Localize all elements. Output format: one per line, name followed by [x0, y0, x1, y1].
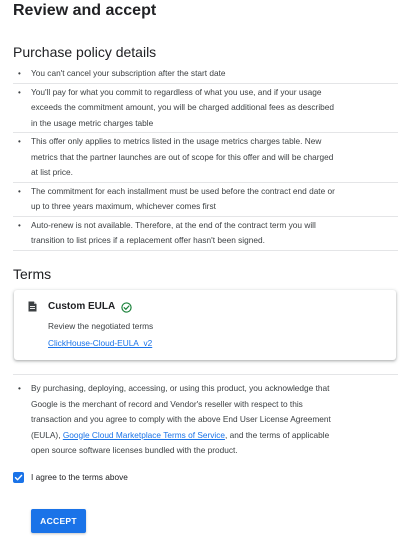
document-icon	[28, 301, 37, 312]
checkmark-icon	[14, 473, 23, 482]
policy-line: metrics that the partner launches are out of scope for this offer and will be charged	[31, 151, 334, 162]
page-title: Review and accept	[13, 2, 157, 19]
policy-item	[13, 183, 398, 217]
policy-line: exceeds the commitment amount, you will be charged additional fees as described	[31, 102, 335, 112]
bullet: •	[18, 137, 21, 146]
policy-line: in the usage metric charges table	[31, 117, 154, 128]
legal-line: open source software licenses bundled with the product.	[31, 445, 238, 455]
policy-item	[13, 65, 398, 84]
policy-line: The commitment for each installment must be used before the contract end date or	[31, 185, 335, 196]
policy-line: You'll pay for what you commit to regardless of what you use, and if your usage	[31, 86, 322, 97]
policy-line: This offer only applies to metrics listed in the usage metrics charges table. New	[31, 136, 322, 146]
legal-line: Google is the merchant of record and Vendor's reseller with respect to this	[31, 398, 303, 409]
divider	[13, 374, 398, 375]
eula-subtitle: Review the negotiated terms	[48, 321, 154, 331]
legal-line: , and the terms of applicable	[224, 429, 330, 440]
marketplace-terms-link[interactable]: Google Cloud Marketplace Terms of Service	[62, 429, 225, 440]
policy-text	[31, 66, 398, 82]
legal-text	[31, 381, 398, 459]
policy-text	[31, 184, 398, 215]
policy-line: up to three years maximum, whichever comes first	[31, 201, 216, 211]
policy-item	[13, 217, 398, 251]
eula-document-link[interactable]: ClickHouse-Cloud-EULA_v2	[48, 338, 153, 348]
policy-text	[31, 218, 398, 249]
agree-label: I agree to the terms above	[31, 472, 128, 482]
policy-item	[13, 84, 398, 134]
agree-checkbox[interactable]	[13, 472, 24, 483]
bullet: •	[18, 69, 21, 78]
legal-acknowledgement	[13, 381, 398, 459]
policy-line: You can't cancel your subscription after the start date	[31, 68, 226, 78]
policy-line: Auto-renew is not available. Therefore, at the end of the contract term you will	[31, 219, 316, 230]
purchase-policy-heading: Purchase policy details	[13, 44, 157, 60]
accept-button[interactable]: ACCEPT	[31, 509, 86, 533]
policy-item	[13, 133, 398, 183]
eula-name: Custom EULA	[48, 301, 116, 312]
policy-text	[31, 134, 398, 181]
terms-heading: Terms	[13, 266, 52, 282]
bullet: •	[18, 383, 21, 393]
policy-list	[13, 65, 398, 251]
policy-line: at list price.	[31, 167, 73, 177]
policy-line: transition to list prices if a replacement offer hasn't been signed.	[31, 235, 265, 245]
bullet: •	[18, 220, 21, 230]
eula-card	[14, 290, 396, 360]
agree-row	[13, 470, 128, 484]
legal-line: By purchasing, deploying, accessing, or using this product, you acknowledge that	[31, 383, 330, 393]
bullet: •	[18, 186, 21, 196]
legal-line: (EULA),	[31, 429, 63, 440]
check-circle-icon	[121, 302, 132, 313]
policy-text	[31, 85, 398, 132]
bullet: •	[18, 87, 21, 97]
legal-line: transaction and you agree to comply with the above End User License Agreement	[31, 414, 331, 424]
